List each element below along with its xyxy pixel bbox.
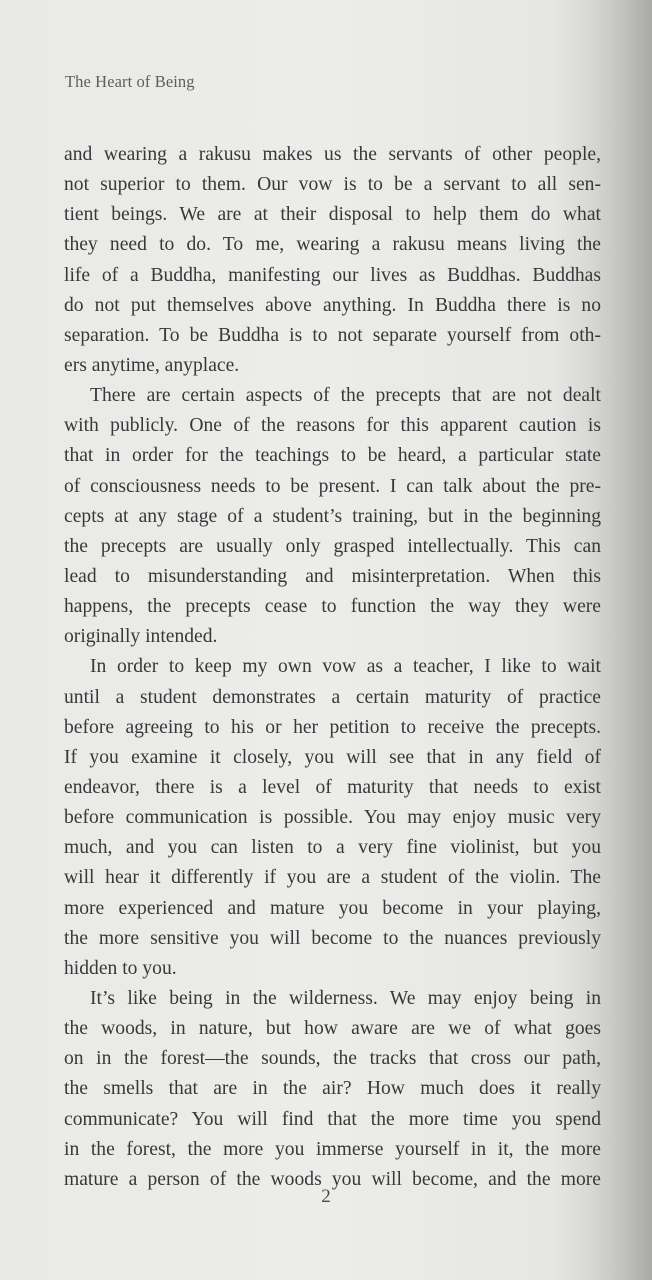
text-line: cepts at any stage of a student’s training, but in the beginning [64, 505, 601, 527]
page-number: 2 [321, 1186, 331, 1207]
text-line: they need to do. To me, wearing a rakusu means living the [64, 234, 601, 256]
text-line: until a student demonstrates a certain maturity of practice [64, 686, 601, 708]
paragraph-1 [64, 140, 601, 381]
text-line: more experienced and mature you become in your playing, [64, 897, 601, 919]
text-line: will hear it differently if you are a student of the violin. The [64, 867, 601, 889]
paragraph-4 [64, 984, 601, 1195]
text-line: in the forest, the more you immerse yourself in it, the more [64, 1138, 601, 1160]
text-line: of consciousness needs to be present. I can talk about the pre- [64, 475, 601, 497]
text-line: the precepts are usually only grasped intellectually. This can [64, 535, 601, 557]
text-line: If you examine it closely, you will see that in any field of [64, 746, 601, 768]
text-line: tient beings. We are at their disposal to help them do what [64, 204, 601, 226]
text-line: happens, the precepts cease to function the way they were [64, 596, 601, 618]
text-line: mature a person of the woods you will become, and the more [64, 1168, 601, 1190]
body-text [64, 140, 601, 1195]
text-line: hidden to you. [64, 957, 177, 979]
text-line: not superior to them. Our vow is to be a servant to all sen- [64, 174, 601, 196]
text-line: It’s like being in the wilderness. We may enjoy being in [90, 987, 601, 1009]
text-line: There are certain aspects of the precepts that are not dealt [90, 385, 601, 407]
text-line: with publicly. One of the reasons for this apparent caution is [64, 415, 601, 437]
text-line: In order to keep my own vow as a teacher, I like to wait [90, 656, 601, 678]
text-line: endeavor, there is a level of maturity that needs to exist [64, 776, 601, 798]
text-line: that in order for the teachings to be heard, a particular state [64, 445, 601, 467]
text-line: on in the forest—the sounds, the tracks that cross our path, [64, 1048, 601, 1070]
running-head: The Heart of Being [65, 72, 195, 91]
text-line: separation. To be Buddha is to not separate yourself from oth- [64, 324, 601, 346]
text-line: the woods, in nature, but how aware are we of what goes [64, 1018, 601, 1040]
paragraph-3 [64, 652, 601, 984]
text-line: life of a Buddha, manifesting our lives as Buddhas. Buddhas [64, 264, 601, 286]
text-line: much, and you can listen to a very fine violinist, but you [64, 837, 601, 859]
text-line: communicate? You will find that the more time you spend [64, 1108, 601, 1130]
text-line: originally intended. [64, 626, 218, 648]
text-line: the more sensitive you will become to the nuances previously [64, 927, 601, 949]
text-line: and wearing a rakusu makes us the servants of other people, [64, 144, 601, 165]
text-line: before communication is possible. You may enjoy music very [64, 807, 601, 829]
gutter-shadow [624, 0, 652, 1280]
paragraph-2 [64, 381, 601, 652]
text-line: the smells that are in the air? How much does it really [64, 1078, 601, 1100]
text-line: do not put themselves above anything. In Buddha there is no [64, 294, 601, 316]
text-line: before agreeing to his or her petition to receive the precepts. [64, 716, 601, 738]
text-line: ers anytime, anyplace. [64, 354, 240, 376]
text-line: lead to misunderstanding and misinterpretation. When this [64, 565, 601, 587]
